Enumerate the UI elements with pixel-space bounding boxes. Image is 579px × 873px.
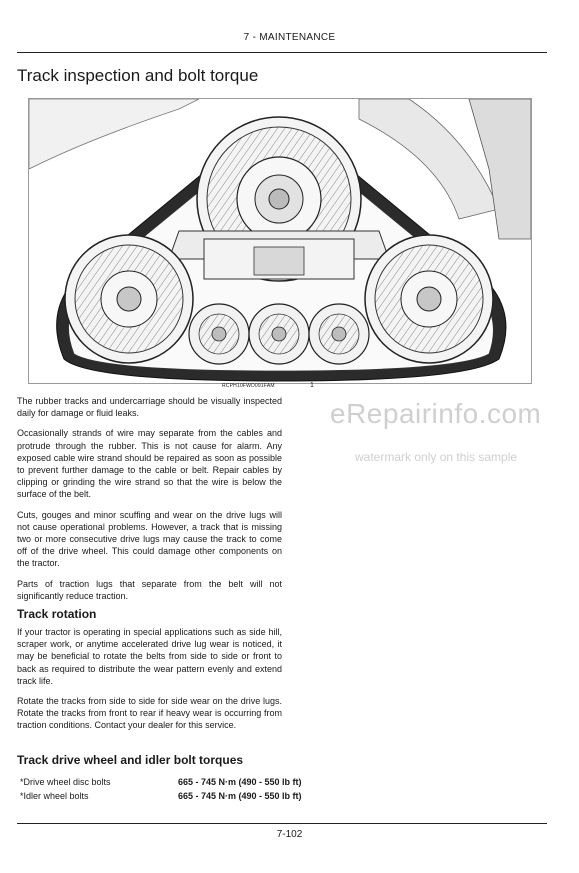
torque-value: 665 - 745 N·m (490 - 550 lb ft) [178,777,302,787]
page-title: Track inspection and bolt torque [17,66,259,85]
watermark-note: watermark only on this sample [355,450,518,464]
section-heading-torques: Track drive wheel and idler bolt torques [17,753,244,767]
torque-label: *Drive wheel disc bolts [20,777,111,787]
paragraph: Occasionally strands of wire may separate from the cables and protrude through the rubber. This is not cause for alarm. Any exposed cable wire strand should be repaired as soon as possible to prevent further damage to the cable or belt. Repair cables by clipping or grinding the wire strand so that the wire is below the surface of the belt. [17,428,282,500]
torque-value: 665 - 745 N·m (490 - 550 lb ft) [178,791,302,801]
torque-label: *Idler wheel bolts [20,791,89,801]
section-header: 7 - MAINTENANCE [243,32,336,43]
figure-number: 1 [310,382,314,389]
page-number: 7-102 [276,829,303,840]
paragraph: The rubber tracks and undercarriage should be visually inspected daily for damage or fluid leaks. [17,396,282,419]
paragraph: Cuts, gouges and minor scuffing and wear on the drive lugs will not cause operational problems. However, a track that is missing two or more consecutive drive lugs may cause the track to come off of the drive wheel. This could damage other components on the tractor. [17,509,282,569]
section-heading-rotation: Track rotation [17,607,97,621]
track-figure [28,98,532,384]
paragraph: Parts of traction lugs that separate from the belt will not significantly reduce traction. [17,578,282,601]
paragraph: Rotate the tracks from side to side for side wear on the drive lugs. Rotate the tracks from front to rear if heavy wear is occurring from traction conditions. Contact your dealer for this service. [17,696,282,731]
footer-rule [17,823,547,824]
watermark-brand: eRepairinfo.com [330,398,542,429]
figure-reference-code: RCPH10FWD091FAM [222,383,275,389]
header-rule [17,52,547,53]
rotation-text [17,626,282,740]
paragraph: If your tractor is operating in special applications such as side hill, scraper work, or anytime accelerated drive lug wear is noticed, it may be beneficial to rotate the belts from side to side or front to back as required to distribute the wear pattern evenly and extend track life. [17,627,282,686]
inspection-text [17,395,282,610]
track-illustration [29,99,531,383]
